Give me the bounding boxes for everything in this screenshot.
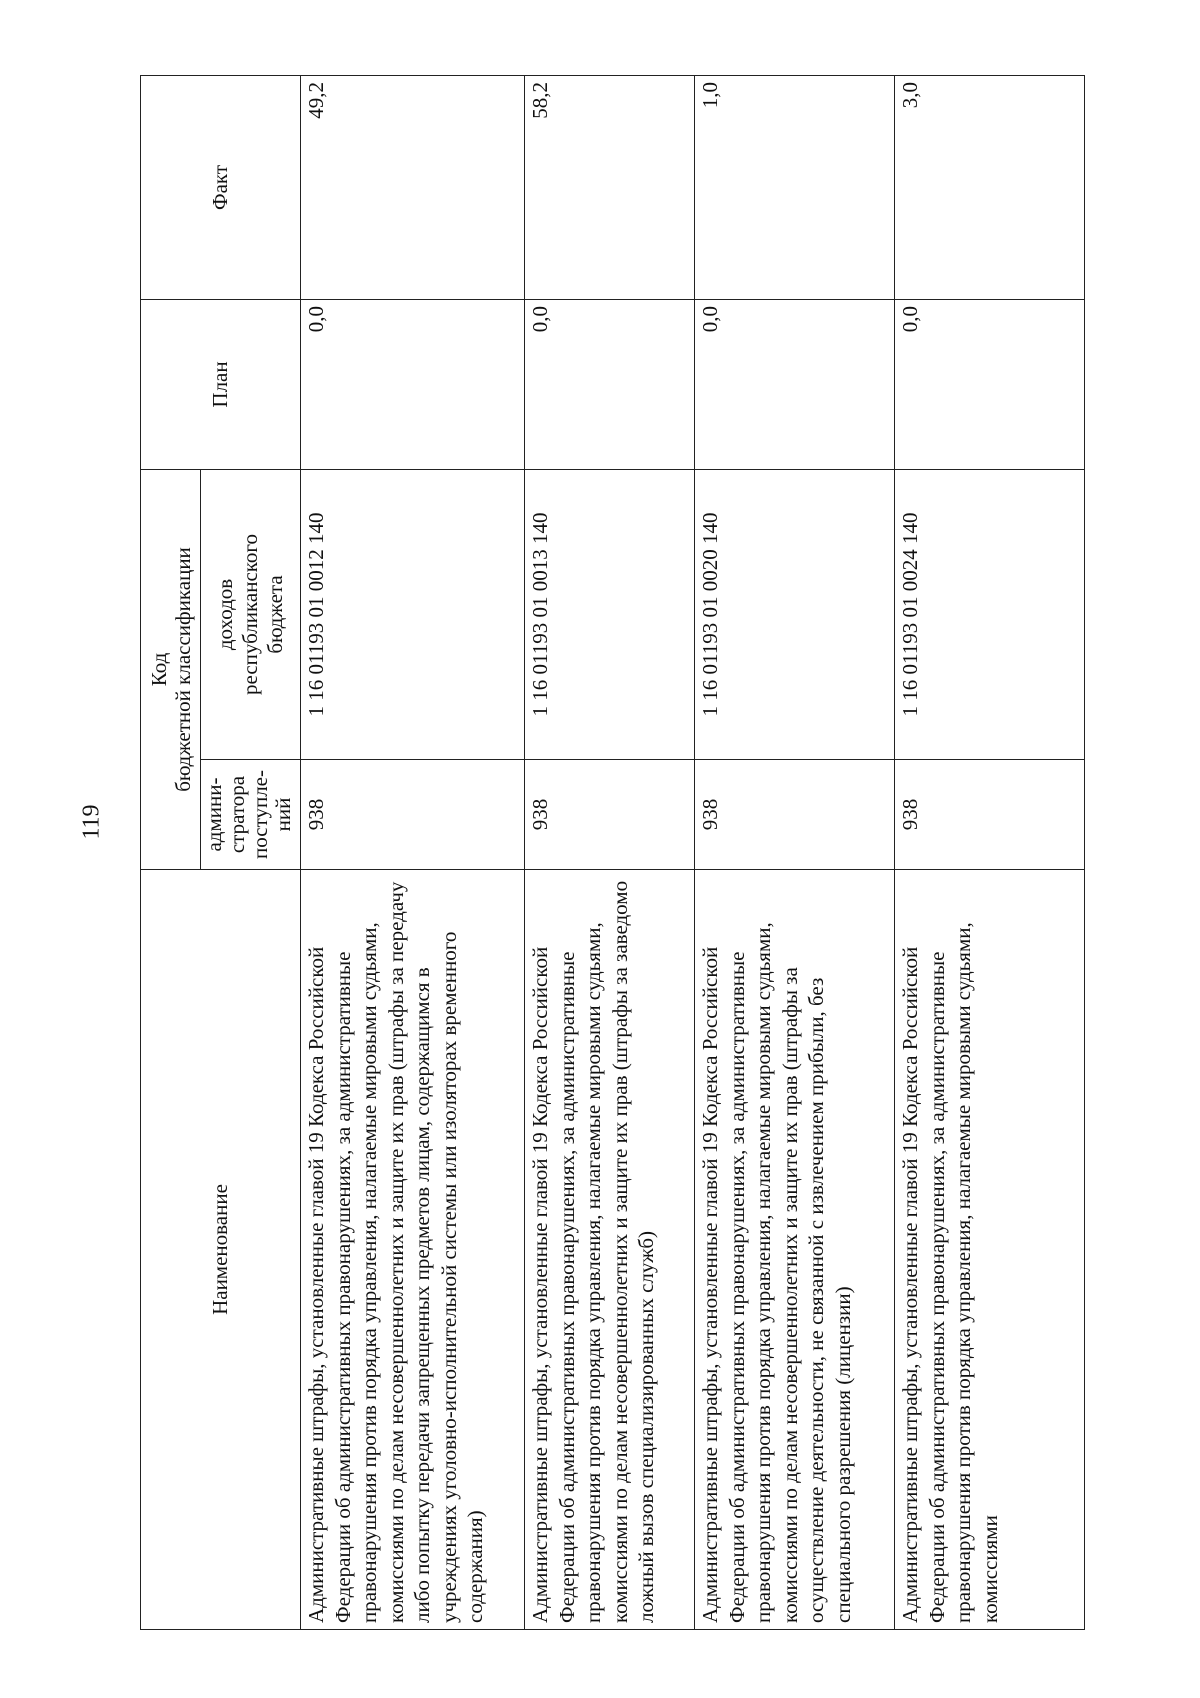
row-name: Административные штрафы, установленные главой 19 Кодекса Российской Федерации об административных правонарушениях, за административные правонарушения против порядка управления, налагаемые мировыми судьями, комиссиями по делам несовершеннолетних и защите их прав (штрафы за заведомо ложный вызов специализированных служб) xyxy=(525,870,695,1630)
header-fact: Факт xyxy=(141,75,301,299)
table-row xyxy=(525,75,695,1629)
budget-revenue-table xyxy=(140,75,1085,1630)
row-admin-code: 938 xyxy=(895,760,1085,870)
row-fact-value: 49,2 xyxy=(301,75,525,299)
header-name: Наименование xyxy=(141,870,301,1630)
header-plan: План xyxy=(141,299,301,469)
row-name: Административные штрафы, установленные главой 19 Кодекса Российской Федерации об административных правонарушениях, за административные правонарушения против порядка управления, налагаемые мировыми судьями, комиссиями по делам несовершеннолетних и защите их прав (штрафы за передачу либо попытку передачи запрещенных предметов лицам, содержащимся в учреждениях уголовно-исполнительной системы или изоляторах временного содержания) xyxy=(301,870,525,1630)
row-plan-value: 0,0 xyxy=(301,299,525,469)
row-plan-value: 0,0 xyxy=(695,299,895,469)
row-fact-value: 3,0 xyxy=(895,75,1085,299)
row-revenue-code: 1 16 01193 01 0024 140 xyxy=(895,469,1085,759)
row-name: Административные штрафы, установленные главой 19 Кодекса Российской Федерации об административных правонарушениях, за административные правонарушения против порядка управления, налагаемые мировыми судьями, комиссиями xyxy=(895,870,1085,1630)
row-admin-code: 938 xyxy=(301,760,525,870)
row-admin-code: 938 xyxy=(695,760,895,870)
row-revenue-code: 1 16 01193 01 0013 140 xyxy=(525,469,695,759)
row-admin-code: 938 xyxy=(525,760,695,870)
header-administrator: админи- стратора поступле- ний xyxy=(201,760,301,870)
row-revenue-code: 1 16 01193 01 0012 140 xyxy=(301,469,525,759)
row-plan-value: 0,0 xyxy=(895,299,1085,469)
table-row xyxy=(301,75,525,1629)
row-name: Административные штрафы, установленные главой 19 Кодекса Российской Федерации об административных правонарушениях, за административные правонарушения против порядка управления, налагаемые мировыми судьями, комиссиями по делам несовершеннолетних и защите их прав (штрафы за осуществление деятельности, не связанной с извлечением прибыли, без специального разрешения (лицензии) xyxy=(695,870,895,1630)
row-fact-value: 58,2 xyxy=(525,75,695,299)
table-row xyxy=(895,75,1085,1629)
header-budget-classification-code: Код бюджетной классификации xyxy=(141,469,201,869)
header-revenue-code: доходов республиканского бюджета xyxy=(201,469,301,759)
row-plan-value: 0,0 xyxy=(525,299,695,469)
row-fact-value: 1,0 xyxy=(695,75,895,299)
row-revenue-code: 1 16 01193 01 0020 140 xyxy=(695,469,895,759)
page-number: 119 xyxy=(78,804,105,840)
rotated-table-container xyxy=(140,76,1084,1630)
table-row xyxy=(695,75,895,1629)
